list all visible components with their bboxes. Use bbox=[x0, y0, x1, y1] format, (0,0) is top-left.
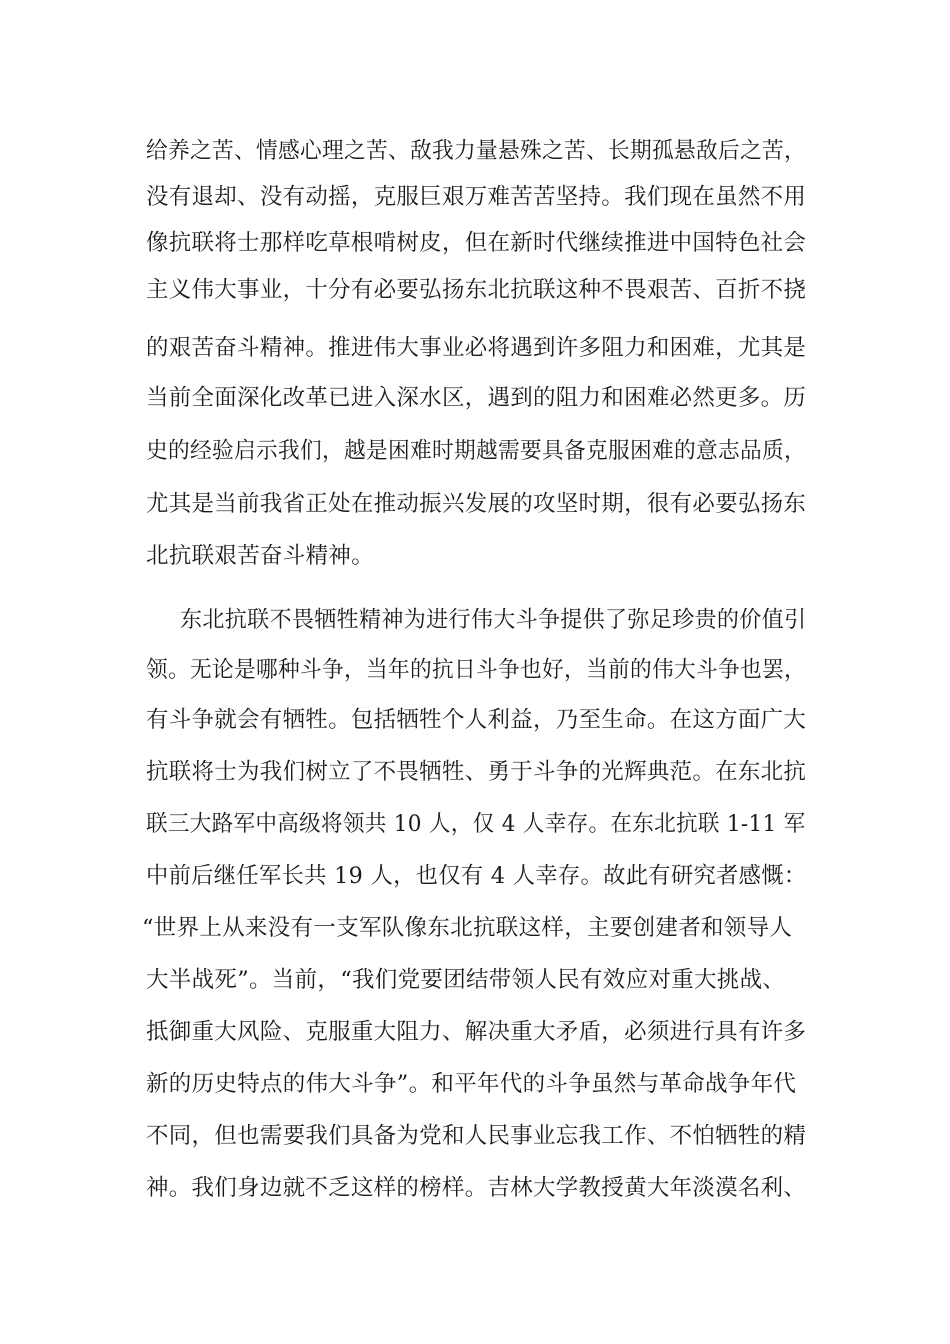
text-line: “世界上从来没有一支军队像东北抗联这样，主要创建者和领导人 bbox=[142, 915, 793, 941]
text-line: 不同，但也需要我们具备为党和人民事业忘我工作、不怕牺牲的精 bbox=[146, 1123, 807, 1149]
text-line: 北抗联艰苦奋斗精神。 bbox=[146, 543, 375, 569]
text-line: 主义伟大事业，十分有必要弘扬东北抗联这种不畏艰苦、百折不挠 bbox=[146, 277, 807, 303]
text-line: 像抗联将士那样吃草根啃树皮，但在新时代继续推进中国特色社会 bbox=[146, 230, 807, 256]
text-line: 给养之苦、情感心理之苦、敌我力量悬殊之苦、长期孤悬敌后之苦， bbox=[146, 138, 807, 164]
text-line: 尤其是当前我省正处在推动振兴发展的攻坚时期，很有必要弘扬东 bbox=[146, 491, 807, 517]
text-line: 大半战死”。当前，“我们党要团结带领人民有效应对重大挑战、 bbox=[146, 967, 786, 993]
text-line: 抵御重大风险、克服重大阻力、解决重大矛盾，必须进行具有许多 bbox=[146, 1019, 807, 1045]
text-line: 东北抗联不畏牺牲精神为进行伟大斗争提供了弥足珍贵的价值引 bbox=[180, 607, 807, 633]
text-line: 有斗争就会有牺牲。包括牺牲个人利益，乃至生命。在这方面广大 bbox=[146, 707, 807, 733]
text-line: 联三大路军中高级将领共 10 人，仅 4 人幸存。在东北抗联 1-11 军 bbox=[146, 811, 806, 837]
text-line: 领。无论是哪种斗争，当年的抗日斗争也好，当前的伟大斗争也罢， bbox=[146, 657, 807, 683]
text-line: 神。我们身边就不乏这样的榜样。吉林大学教授黄大年淡漠名利、 bbox=[146, 1175, 807, 1201]
text-line: 史的经验启示我们，越是困难时期越需要具备克服困难的意志品质， bbox=[146, 438, 807, 464]
text-line: 中前后继任军长共 19 人，也仅有 4 人幸存。故此有研究者感慨： bbox=[146, 863, 807, 889]
text-line: 新的历史特点的伟大斗争”。和平年代的斗争虽然与革命战争年代 bbox=[146, 1071, 797, 1097]
text-line: 当前全面深化改革已进入深水区，遇到的阻力和困难必然更多。历 bbox=[146, 385, 807, 411]
text-line: 抗联将士为我们树立了不畏牺牲、勇于斗争的光辉典范。在东北抗 bbox=[146, 759, 807, 785]
text-line: 没有退却、没有动摇，克服巨艰万难苦苦坚持。我们现在虽然不用 bbox=[146, 184, 807, 210]
text-line: 的艰苦奋斗精神。推进伟大事业必将遇到许多阻力和困难，尤其是 bbox=[146, 335, 807, 361]
